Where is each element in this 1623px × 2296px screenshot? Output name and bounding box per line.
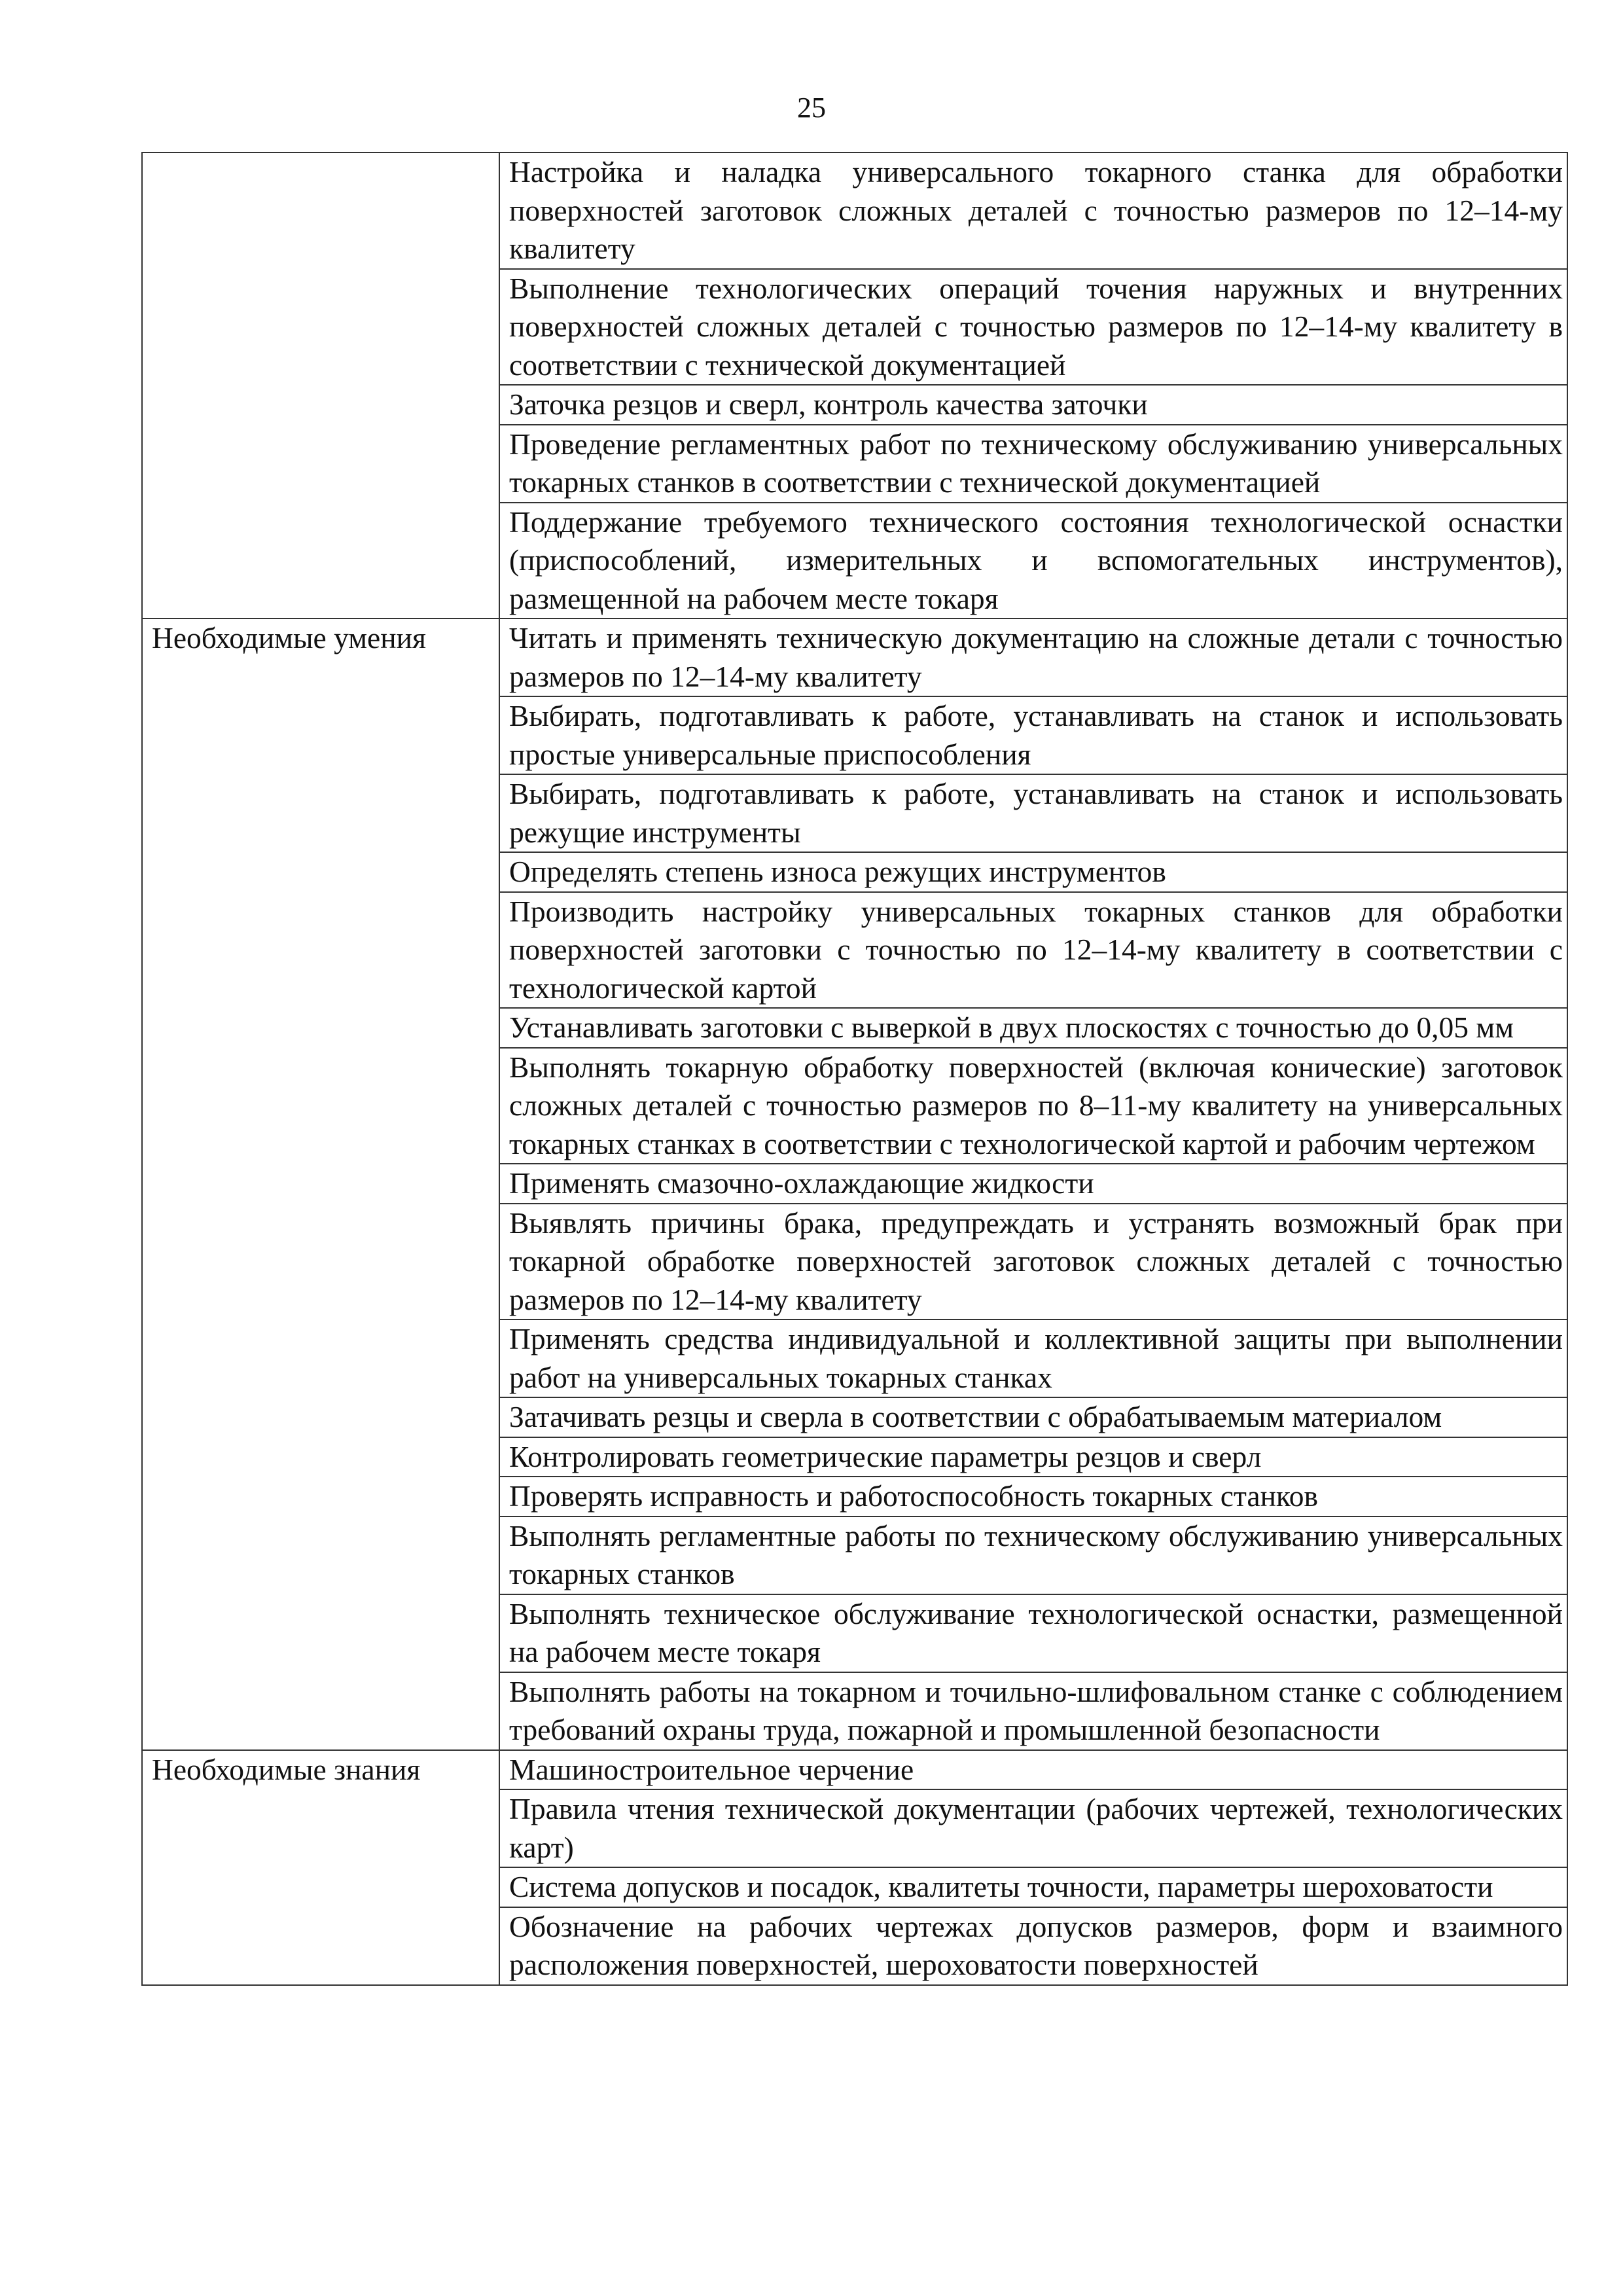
- requirement-item: Выполнение технологических операций точения наружных и внутренних поверхностей сложных деталей с точностью размеров по 12–14-му квалитету в соответствии с технической документацией: [499, 269, 1567, 386]
- section-label-cell: [142, 1789, 499, 1867]
- section-label-cell: [142, 1319, 499, 1397]
- section-label-cell: [142, 1008, 499, 1048]
- table-row: [142, 1477, 1567, 1516]
- requirement-item: Выявлять причины брака, предупреждать и устранять возможный брак при токарной обработке поверхностей заготовок сложных деталей с точностью размеров по 12–14-му квалитету: [499, 1204, 1567, 1320]
- section-label-cell: [142, 152, 499, 269]
- table-row: [142, 1867, 1567, 1907]
- requirement-item: Выполнять токарную обработку поверхностей (включая конические) заготовок сложных деталей с точностью размеров по 8–11-му квалитету на универсальных токарных станках в соответствии с технологической картой и рабочим чертежом: [499, 1048, 1567, 1164]
- section-label-cell: [142, 774, 499, 852]
- requirement-item: Выполнять регламентные работы по техническому обслуживанию универсальных токарных станков: [499, 1516, 1567, 1594]
- table-row: [142, 619, 1567, 696]
- requirement-item: Читать и применять техническую документацию на сложные детали с точностью размеров по 12–14-му квалитету: [499, 619, 1567, 696]
- table-row: [142, 892, 1567, 1009]
- table-row: [142, 385, 1567, 425]
- requirement-item: Применять средства индивидуальной и коллективной защиты при выполнении работ на универсальных токарных станках: [499, 1319, 1567, 1397]
- section-label-cell: [142, 1907, 499, 1985]
- section-label-cell: [142, 1867, 499, 1907]
- table-row: [142, 852, 1567, 892]
- table-row: [142, 152, 1567, 269]
- table-row: [142, 696, 1567, 774]
- requirement-item: Правила чтения технической документации (рабочих чертежей, технологических карт): [499, 1789, 1567, 1867]
- requirement-item: Обозначение на рабочих чертежах допусков размеров, форм и взаимного расположения поверхностей, шероховатости поверхностей: [499, 1907, 1567, 1985]
- requirement-item: Заточка резцов и сверл, контроль качества заточки: [499, 385, 1567, 425]
- requirement-item: Проведение регламентных работ по техническому обслуживанию универсальных токарных станков в соответствии с технической документацией: [499, 425, 1567, 503]
- table-row: [142, 1437, 1567, 1477]
- requirement-item: Контролировать геометрические параметры резцов и сверл: [499, 1437, 1567, 1477]
- requirement-item: Поддержание требуемого технического состояния технологической оснастки (приспособлений, измерительных и вспомогательных инструментов), размещенной на рабочем месте токаря: [499, 503, 1567, 619]
- table-row: [142, 1672, 1567, 1750]
- table-row: [142, 503, 1567, 619]
- requirement-item: Определять степень износа режущих инструментов: [499, 852, 1567, 892]
- section-label-cell: [142, 1164, 499, 1204]
- requirement-item: Применять смазочно-охлаждающие жидкости: [499, 1164, 1567, 1204]
- section-label-cell: Необходимые знания: [142, 1750, 499, 1790]
- section-label-cell: [142, 892, 499, 1009]
- table-row: [142, 1204, 1567, 1320]
- table-row: [142, 269, 1567, 386]
- table-row: [142, 1008, 1567, 1048]
- requirement-item: Устанавливать заготовки с выверкой в двух плоскостях с точностью до 0,05 мм: [499, 1008, 1567, 1048]
- requirement-item: Затачивать резцы и сверла в соответствии с обрабатываемым материалом: [499, 1397, 1567, 1437]
- requirement-item: Выбирать, подготавливать к работе, устанавливать на станок и использовать простые универсальные приспособления: [499, 696, 1567, 774]
- requirement-item: Выбирать, подготавливать к работе, устанавливать на станок и использовать режущие инструменты: [499, 774, 1567, 852]
- table-row: [142, 1907, 1567, 1985]
- section-label-cell: [142, 1672, 499, 1750]
- section-label-cell: [142, 503, 499, 619]
- requirement-item: Выполнять работы на токарном и точильно-шлифовальном станке с соблюдением требований охраны труда, пожарной и промышленной безопасности: [499, 1672, 1567, 1750]
- requirements-table: [141, 152, 1568, 1986]
- table-row: [142, 1164, 1567, 1204]
- table-body: [142, 152, 1567, 1985]
- section-label-cell: [142, 1204, 499, 1320]
- section-label-cell: [142, 385, 499, 425]
- requirement-item: Выполнять техническое обслуживание технологической оснастки, размещенной на рабочем месте токаря: [499, 1594, 1567, 1672]
- table-row: [142, 1319, 1567, 1397]
- section-label-cell: [142, 1516, 499, 1594]
- table-row: [142, 1516, 1567, 1594]
- requirement-item: Машиностроительное черчение: [499, 1750, 1567, 1790]
- table-row: [142, 1750, 1567, 1790]
- section-label-cell: [142, 269, 499, 386]
- page-number: 25: [797, 92, 826, 124]
- section-label-cell: [142, 1048, 499, 1164]
- table-row: [142, 1594, 1567, 1672]
- table-row: [142, 425, 1567, 503]
- requirement-item: Настройка и наладка универсального токарного станка для обработки поверхностей заготовок сложных деталей с точностью размеров по 12–14-му квалитету: [499, 152, 1567, 269]
- section-label-cell: [142, 1397, 499, 1437]
- section-label-cell: [142, 1477, 499, 1516]
- section-label-cell: [142, 425, 499, 503]
- table-row: [142, 1789, 1567, 1867]
- table-row: [142, 1048, 1567, 1164]
- requirement-item: Проверять исправность и работоспособность токарных станков: [499, 1477, 1567, 1516]
- section-label-cell: [142, 1594, 499, 1672]
- section-label-cell: Необходимые умения: [142, 619, 499, 696]
- section-label-cell: [142, 696, 499, 774]
- requirement-item: Система допусков и посадок, квалитеты точности, параметры шероховатости: [499, 1867, 1567, 1907]
- section-label-cell: [142, 1437, 499, 1477]
- requirement-item: Производить настройку универсальных токарных станков для обработки поверхностей заготовки с точностью по 12–14-му квалитету в соответствии с технологической картой: [499, 892, 1567, 1009]
- table-row: [142, 1397, 1567, 1437]
- table-row: [142, 774, 1567, 852]
- section-label-cell: [142, 852, 499, 892]
